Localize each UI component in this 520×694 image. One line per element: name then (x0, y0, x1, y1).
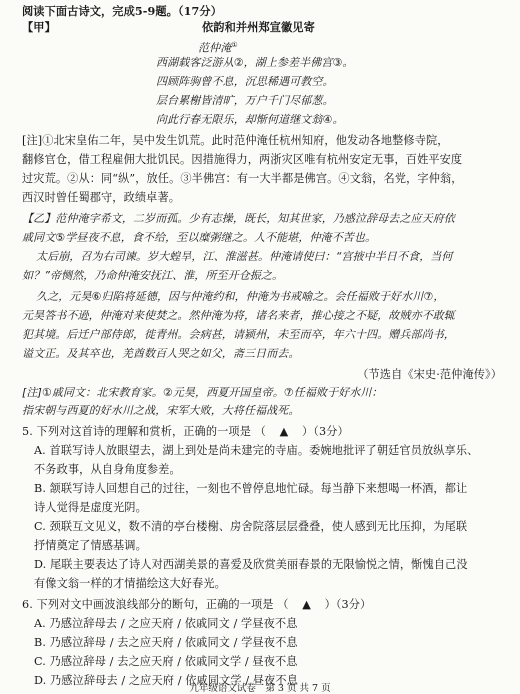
q5-option: A. 首联写诗人放眼望去，湖上到处是尚未建完的寺庙。委婉地批评了朝廷官员放纵享乐、 (34, 444, 479, 457)
passage-source: （节选自《宋史·范仲淹传》） (357, 368, 502, 381)
passage-b-line: 戚同文⑤学昼夜不息，食不给，至以糜粥继之。人不能堪，仲淹不苦也。 (22, 231, 377, 244)
q6-blank-open: （ (277, 598, 289, 611)
q5-option: 诗人觉得是虚度光阴。 (34, 501, 147, 514)
note-a-line: 过灾荒。②从：同“纵”，放任。③半佛宫：有一大半都是佛宫。④文翁，名党，字仲翁， (22, 172, 463, 185)
q5-blank-close: ）（3分） (301, 425, 349, 438)
q6-option: B. 乃感泣辞母 / 去之应天府 / 依戚同文 / 学昼夜不息 (34, 636, 298, 649)
q5-option: 不务政事，从自身角度参差。 (34, 463, 181, 476)
passage-b-line: 如？”帝恻然，乃命仲淹安抚江、淮，所至开仓振之。 (22, 269, 284, 282)
q6-stem-text: 6. 下列对文中画波浪线部分的断句，正确的一项是 (22, 598, 274, 611)
note-b-line: 指宋朝与西夏的好水川之战，宋军大败，大将任福战死。 (22, 404, 300, 417)
note-b-line: [注]①戚同文：北宋教育家。②元昊，西夏开国皇帝。⑦任福败于好水川： (22, 386, 383, 399)
q6-blank-close: ）（3分） (324, 598, 372, 611)
note-a-line: 翻修官仓，借工程雇佣大批饥民。因措施得力，两浙灾区唯有杭州安定无事，百姓平安度 (22, 153, 463, 166)
q5-option: 抒情奠定了情感基调。 (34, 539, 147, 552)
q5-option: 有像文翁一样的才情描绘这大好春光。 (34, 577, 226, 590)
passage-b-line: 谥文正。及其卒也，羌酋数百人哭之如父，斋三日而去。 (22, 347, 300, 360)
poem-author: 范仲淹 (198, 41, 232, 55)
triangle-icon: ▲ (279, 425, 289, 438)
note-a-line: [注]①北宋皇佑二年，吴中发生饥荒。此时范仲淹任杭州知府，他发动各地整修寺院， (22, 134, 449, 147)
passage-b-line: 犯其境。后迁户部侍郎，徙青州。会病甚，请颍州，未至而卒，年六十四。赠兵部尚书， (22, 328, 455, 341)
note-a-line: 西汉时曾任蜀郡守，政绩卓著。 (22, 191, 181, 204)
passage-b-line: 元昊答书不逊，仲淹对来使焚之。然仲淹为将，诸名来者，推心接之不疑，故贼亦不敢辄 (22, 309, 455, 322)
q6-option: D. 乃感泣辞母去 / 之应天府 / 依戚同文学 / 昼夜不息 (34, 674, 298, 687)
poem-line: 西湖载客泛游从②，湖上参差半佛宫③。 (156, 56, 354, 69)
question-6-stem (22, 598, 504, 612)
q5-option: D. 尾联主要表达了诗人对西湖美景的喜爱及欣赏美丽春景的无限愉悦之情，惭愧自己没 (34, 558, 468, 571)
q5-option: C. 颈联互文见义，数不清的亭台楼榭、房舍院落层层叠叠，使人感到无比压抑，为尾联 (34, 520, 468, 533)
q6-option: C. 乃感泣辞母 / 去之应天府 / 依戚同文学 / 昼夜不息 (34, 655, 298, 668)
poem-author-line (198, 38, 504, 56)
poem-title: 依韵和并州郑宣徽见寄 (202, 20, 315, 34)
poem-header (22, 20, 504, 35)
passage-b-line: 久之，元昊⑥归陷将延德，因与仲淹约和，仲淹为书戒喻之。会任福败于好水川⑦， (36, 290, 445, 303)
poem-line: 向此行春无限乐，却惭何道继文翁④。 (156, 113, 344, 126)
passage-b-line: 太后崩，召为右司谏。岁大蝗旱，江、淮滋甚。仲淹请使曰：“宫掖中半日不食，当何 (36, 250, 453, 263)
passage-b-line: 【乙】范仲淹字希文，二岁而孤。少有志操，既长，知其世家，乃感泣辞母去之应天府依 (22, 212, 455, 225)
q5-stem-text: 5. 下列对这首诗的理解和赏析，正确的一项是 (22, 425, 251, 438)
section-intro: 阅读下面古诗文，完成5-9题。（17分） (22, 4, 222, 18)
triangle-icon: ▲ (302, 598, 311, 611)
q6-option: A. 乃感泣辞母去 / 之应天府 / 依戚同文 / 学昼夜不息 (34, 617, 298, 630)
q5-blank-open: （ (254, 425, 266, 438)
poem-line: 四顾阵驹曾不息，沉思稀遇可教空。 (156, 75, 334, 88)
poem-author-note: ① (231, 41, 238, 49)
q5-option: B. 颔联写诗人回想自己的过往，一刻也不曾停息地忙碌。每当静下来想喝一杯酒，都让 (34, 482, 468, 495)
part-a-tag: 【甲】 (22, 20, 56, 34)
question-5-stem (22, 425, 504, 439)
poem-line: 层台累榭皆清旷，万户千门尽郁葱。 (156, 94, 334, 107)
page-footer: 九年级语文试卷 第 3 页 共 7 页 (189, 683, 331, 694)
